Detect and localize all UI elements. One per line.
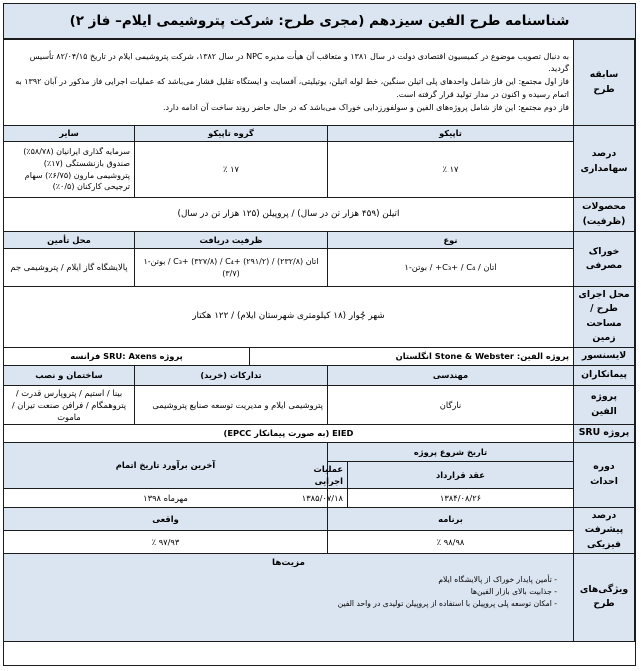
background-line: فاز دوم مجتمع: این فاز شامل پروژه‌های الفین و سولفورزدایی خوراک می‌باشد که در حال حاضر روند ساخت آن ادامه دارد. [162, 102, 569, 112]
features-item: - امکان توسعه پلی پروپیلن با استفاده از پروپیلن تولیدی در واحد الفین [8, 598, 557, 610]
shares-label: درصد سهامداری [574, 126, 635, 198]
feed-source: پالایشگاه گاز ایلام / پتروشیمی جم [3, 249, 134, 287]
contractors-olefin-label: پروژه الفین [574, 385, 635, 424]
progress-label: درصد پیشرفت فیزیکی [574, 507, 635, 553]
background-label: سابقه طرح [574, 40, 635, 126]
progress-header-row [3, 507, 634, 530]
features-cell [3, 553, 573, 641]
contractors-sru-row [3, 424, 634, 442]
products-value: اتیلن (۴۵۹ هزار تن در سال) / پروپیلن (۱۲۵ هزار تن در سال) [3, 198, 573, 232]
background-line: به دنبال تصویب موضوع در کمیسیون اقتصادی دولت در سال ۱۳۸۱ و متعاقب آن هیأت مدیره NPC در سال ۱۳۸۲، شرکت پتروشیمی ایلام در تاریخ ۸۲/۰۴/۱۵ تأسیس گردید. [29, 51, 569, 74]
features-label: ویژگی‌های طرح [574, 553, 635, 641]
background-line: فاز اول مجتمع: این فاز شامل واحدهای پلی اتیلن سنگین، خط لوله اتیلن، یوتیلیتی، آفسایت و ایستگاه تقلیل فشار می‌باشد که عملیات اجرایی فاز مذکور در آبان ۱۳۹۲ به اتمام رسیده و اکنون در مدار تولید قرار گرفته است. [15, 77, 569, 99]
timeline-ops-date: ۱۳۸۵/۰۷/۱۸ [328, 488, 348, 507]
timeline-start-header: تاریخ شروع پروژه [328, 442, 574, 461]
timeline-end-header: آخرین برآورد تاریخ اتمام [3, 442, 327, 488]
feed-label: خوراک مصرفی [574, 232, 635, 287]
timeline-start-row [3, 442, 634, 461]
contractors-procurement: پتروشیمی ایلام و مدیریت توسعه صنایع پتروشیمی [135, 385, 328, 424]
progress-values-row [3, 530, 634, 553]
location-value: شهر چُوار (۱۸ کیلومتری شهرستان ایلام) / ۱۲۲ هکتار [3, 287, 573, 348]
feed-values-row [3, 249, 634, 287]
features-item: - جذابیت بالای بازار الفین‌ها [8, 586, 557, 598]
progress-plan-value: ۹۸/۹۸ ٪ [328, 530, 574, 553]
contractors-engineering: نارگان [328, 385, 574, 424]
shares-value-tapico-group: ۱۷ ٪ [135, 142, 328, 198]
details-table [3, 39, 635, 642]
shares-value-tapico: ۱۷ ٪ [328, 142, 574, 198]
contractors-label: پیمانکاران [574, 365, 635, 385]
products-row [3, 198, 634, 232]
progress-actual-header: واقعی [3, 507, 327, 530]
contractors-header-construction: ساختمان و نصب [3, 365, 134, 385]
feed-header-source: محل تأمین [3, 232, 134, 249]
feed-header-capacity: ظرفیت دریافت [135, 232, 328, 249]
contractors-header-procurement: تدارکات (خرید) [135, 365, 328, 385]
shares-header-tapico-group: گروه تاپیکو [135, 126, 328, 142]
timeline-ops-header: عملیات اجرایی [328, 461, 348, 488]
features-item: - تأمین پایدار خوراک از پالایشگاه ایلام [8, 574, 557, 586]
page-title: شناسنامه طرح الفین سیزدهم (مجری طرح: شرکت پتروشیمی ایلام– فاز ۲) [4, 4, 635, 39]
licensor-olefin: پروژه الفین: Stone & Webster انگلستان [250, 347, 574, 365]
licensor-row [3, 347, 634, 365]
shares-header-other: سایر [3, 126, 134, 142]
shares-values-row [3, 142, 634, 198]
contractors-sru-label: پروژه SRU [574, 424, 635, 442]
feed-type: اتان / C₃+ / C₄+ / بوتن-۱ [328, 249, 574, 287]
background-row [3, 40, 634, 126]
progress-actual-value: ۹۷/۹۳ ٪ [3, 530, 327, 553]
timeline-end-date: مهرماه ۱۳۹۸ [3, 488, 327, 507]
project-identity-card [3, 3, 636, 666]
features-list [8, 574, 569, 610]
shares-header-row [3, 126, 634, 142]
contractors-header-engineering: مهندسی [328, 365, 574, 385]
features-header: مزیت‌ها [272, 557, 305, 568]
contractors-olefin-row [3, 385, 634, 424]
timeline-label: دوره احداث [574, 442, 635, 507]
background-text [3, 40, 573, 126]
feed-capacity: اتان (۲۳۲/۸) / C₃+ (۳۲۷/۸) / C₄+ (۲۹۱/۲) / بوتن-۱ (۳/۷) [135, 249, 328, 287]
timeline-contract-date: ۱۳۸۴/۰۸/۲۶ [348, 488, 574, 507]
feed-header-row [3, 232, 634, 249]
products-label: محصولات (ظرفیت) [574, 198, 635, 232]
shares-header-tapico: تاپیکو [328, 126, 574, 142]
timeline-contract-header: عقد قرارداد [348, 461, 574, 488]
timeline-values-row [3, 488, 634, 507]
contractors-sru-value: EIED (به صورت پیمانکار EPCC) [3, 424, 573, 442]
feed-header-type: نوع [328, 232, 574, 249]
location-label: محل اجرای طرح / مساحت زمین [574, 287, 635, 348]
contractors-construction: بینا / استیم / پتروپارس قدرت / پتروهمگام / فرافن صنعت تیران / ماموت [3, 385, 134, 424]
progress-plan-header: برنامه [328, 507, 574, 530]
licensor-sru: پروژه SRU: Axens فرانسه [3, 347, 249, 365]
contractors-header-row [3, 365, 634, 385]
features-row [3, 553, 634, 641]
shares-value-other: سرمایه گذاری ایرانیان (۵۸/۷۸٪) صندوق بازنشستگی (۱۷٪) پتروشیمی مارون (۶/۷۵٪) سهام ترجیحی کارکنان (۰/۵٪) [3, 142, 134, 198]
location-row [3, 287, 634, 348]
licensor-label: لایسنسور [574, 347, 635, 365]
